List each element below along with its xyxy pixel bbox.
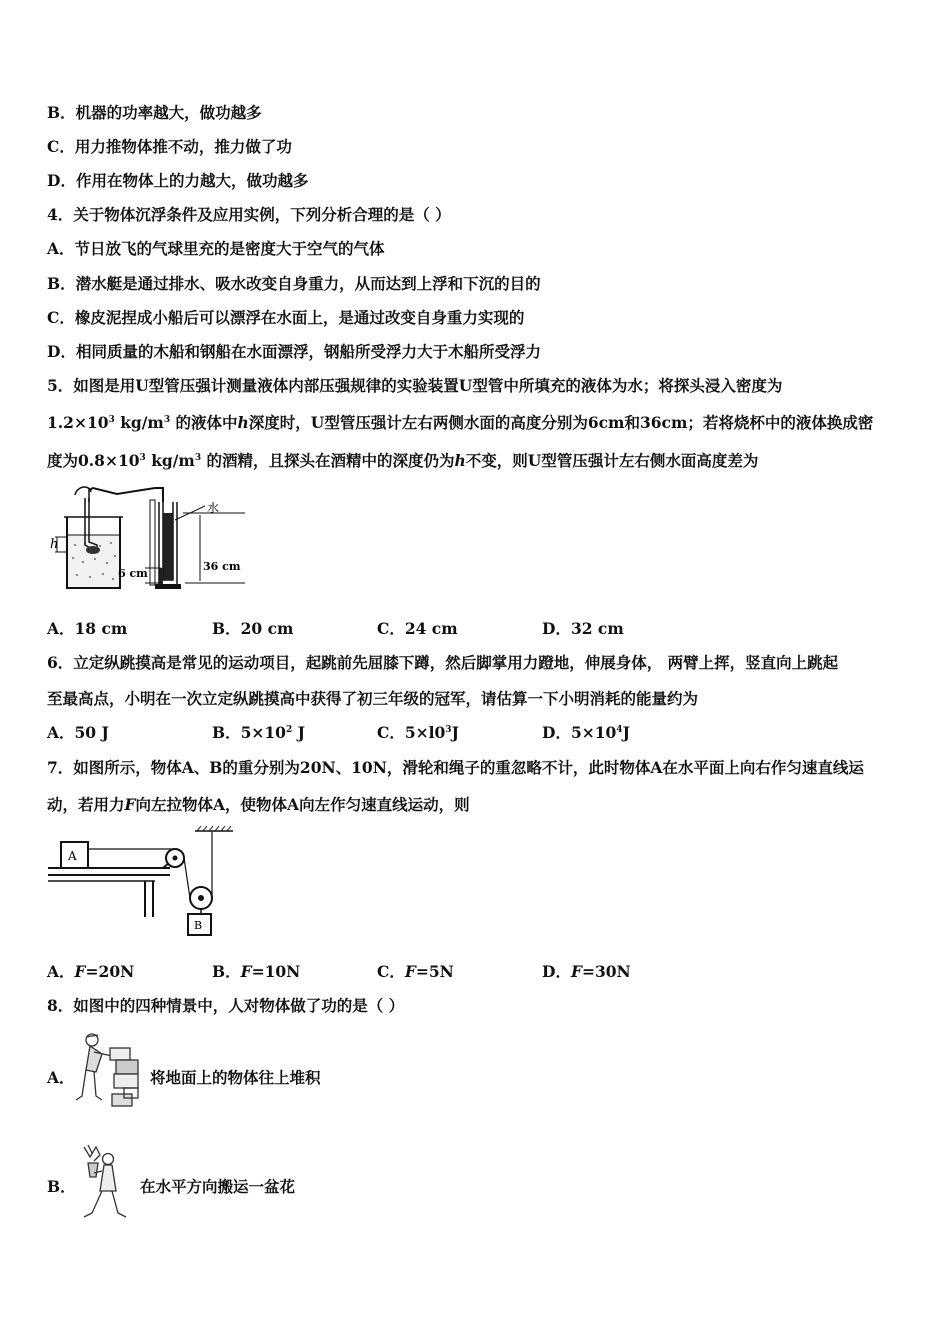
q8-option-b-letter: B． bbox=[47, 1177, 76, 1196]
q5-stem-line2 bbox=[47, 413, 873, 433]
right-height-label: 36 cm bbox=[203, 560, 241, 573]
q3-option-c: C．用力推物体推不动，推力做了功 bbox=[47, 137, 292, 156]
q8-option-a-letter: A． bbox=[47, 1068, 75, 1087]
q8-option-b-text: 在水平方向搬运一盆花 bbox=[140, 1177, 296, 1196]
q5-text: 1.2×10 bbox=[47, 413, 109, 432]
q7-text: =20N bbox=[85, 962, 135, 981]
q5-option-c: C．24 cm bbox=[377, 619, 458, 638]
q6-stem-line1: 6．立定纵跳摸高是常见的运动项目，起跳前先屈膝下蹲，然后脚掌用力蹬地，伸展身体， 两臂上挥，竖直向上跳起 bbox=[47, 653, 839, 672]
q5-option-d: D．32 cm bbox=[542, 619, 624, 638]
q5-variable-h: h bbox=[454, 451, 466, 470]
q6-text: D．5×10 bbox=[542, 723, 617, 742]
q5-text: 的酒精，且探头在酒精中的深度仍为 bbox=[201, 451, 455, 470]
q7-variable-f: F bbox=[74, 962, 86, 981]
q6-option-b bbox=[212, 723, 305, 743]
q7-stem-line2 bbox=[47, 795, 470, 815]
block-a-label: A bbox=[68, 849, 77, 863]
q7-text: =10N bbox=[251, 962, 301, 981]
q7-text: 动，若用力 bbox=[47, 795, 125, 814]
q5-superscript: 3 bbox=[194, 453, 202, 463]
left-height-label: 6 cm bbox=[118, 567, 148, 580]
q7-text: =30N bbox=[581, 962, 631, 981]
q6-stem-line2: 至最高点，小明在一次立定纵跳摸高中获得了初三年级的冠军，请估算一下小明消耗的能量约为 bbox=[47, 689, 699, 708]
q6-option-d bbox=[542, 723, 630, 743]
q5-stem-line1: 5．如图是用U型管压强计测量液体内部压强规律的实验装置U型管中所填充的液体为水；将探头浸入密度为 bbox=[47, 376, 783, 395]
q7-text: =5N bbox=[415, 962, 454, 981]
q7-option-b bbox=[212, 962, 300, 982]
water-label: 水 bbox=[207, 501, 220, 515]
q6-superscript: 3 bbox=[445, 725, 452, 735]
h-label: h bbox=[50, 537, 59, 552]
q5-variable-h: h bbox=[237, 413, 249, 432]
q3-option-b: B．机器的功率越大，做功越多 bbox=[47, 103, 262, 122]
q5-text: kg/m bbox=[145, 451, 195, 470]
q7-stem-line1: 7．如图所示，物体A、B的重分别为20N、10N，滑轮和绳子的重忽略不计，此时物体A在水平面上向右作匀速直线运 bbox=[47, 758, 864, 777]
q6-text: J bbox=[292, 723, 305, 742]
q5-superscript: 3 bbox=[163, 415, 171, 425]
q7-variable-f: F bbox=[124, 795, 136, 814]
q4-stem: 4．关于物体沉浮条件及应用实例，下列分析合理的是（ ） bbox=[47, 205, 451, 224]
q8-option-a-text: 将地面上的物体往上堆积 bbox=[150, 1068, 321, 1087]
q7-text: C． bbox=[377, 962, 405, 981]
q7-variable-f: F bbox=[240, 962, 252, 981]
q5-text: kg/m bbox=[114, 413, 164, 432]
q8-stem: 8．如图中的四种情景中，人对物体做了功的是（ ） bbox=[47, 996, 405, 1015]
q4-option-b: B．潜水艇是通过排水、吸水改变自身重力，从而达到上浮和下沉的目的 bbox=[47, 274, 541, 293]
q6-superscript: 2 bbox=[285, 725, 293, 735]
q7-text: D． bbox=[542, 962, 571, 981]
q6-text: B．5×10 bbox=[212, 723, 286, 742]
q5-text: 不变，则U型管压强计左右侧水面高度差为 bbox=[465, 451, 759, 470]
q6-text: C．5×l0 bbox=[377, 723, 446, 742]
pulley-system-figure bbox=[45, 825, 235, 940]
q5-text: 度为0.8×10 bbox=[47, 451, 140, 470]
q7-variable-f: F bbox=[570, 962, 582, 981]
q7-text: B． bbox=[212, 962, 241, 981]
q5-option-a: A．18 cm bbox=[47, 619, 128, 638]
q4-option-a: A．节日放飞的气球里充的是密度大于空气的气体 bbox=[47, 239, 385, 258]
q7-option-a bbox=[47, 962, 134, 982]
q7-variable-f: F bbox=[404, 962, 416, 981]
q5-text: 的液体中 bbox=[170, 413, 238, 432]
q7-option-c bbox=[377, 962, 454, 982]
q7-text: A． bbox=[47, 962, 75, 981]
q5-text: 深度时，U型管压强计左右两侧水面的高度分别为6cm和36cm；若将烧杯中的液体换成密 bbox=[248, 413, 874, 432]
stacking-boxes-illustration bbox=[72, 1030, 150, 1114]
q3-option-d: D．作用在物体上的力越大，做功越多 bbox=[47, 171, 309, 190]
q5-superscript: 3 bbox=[108, 415, 115, 425]
q5-option-b: B．20 cm bbox=[212, 619, 294, 638]
q6-text: J bbox=[451, 723, 459, 742]
q4-option-d: D．相同质量的木船和钢船在水面漂浮，钢船所受浮力大于木船所受浮力 bbox=[47, 342, 541, 361]
q5-stem-line3 bbox=[47, 451, 758, 471]
q6-text: J bbox=[622, 723, 630, 742]
q7-option-d bbox=[542, 962, 631, 982]
q6-option-a: A．50 J bbox=[47, 723, 109, 742]
q6-superscript: 4 bbox=[616, 725, 623, 735]
block-b-label: B bbox=[194, 919, 203, 932]
q5-superscript: 3 bbox=[139, 453, 146, 463]
u-tube-manometer-figure bbox=[45, 480, 255, 595]
carrying-flowerpot-illustration bbox=[72, 1143, 134, 1227]
q7-text: 向左拉物体A，使物体A向左作匀速直线运动，则 bbox=[135, 795, 470, 814]
q6-option-c bbox=[377, 723, 459, 743]
q4-option-c: C．橡皮泥捏成小船后可以漂浮在水面上，是通过改变自身重力实现的 bbox=[47, 308, 525, 327]
